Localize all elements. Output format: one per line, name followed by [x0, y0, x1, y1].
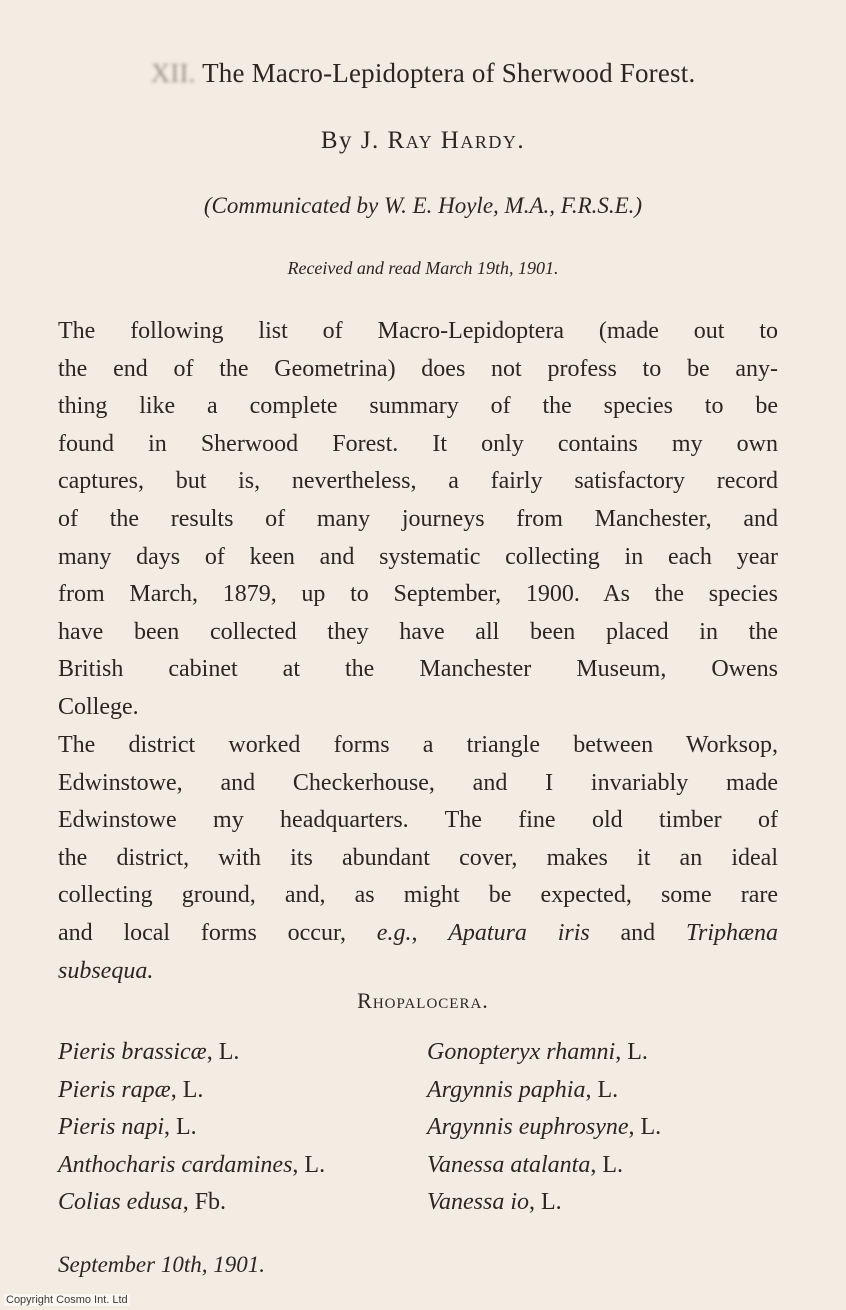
- paragraph-line: collecting ground, and, as might be expected, some rare: [58, 882, 778, 909]
- paragraph-line: College.: [58, 693, 139, 720]
- species-entry: [58, 1147, 325, 1185]
- text-run: and local forms occur,: [58, 919, 377, 946]
- copyright-watermark: Copyright Cosmo Int. Ltd: [6, 1294, 128, 1306]
- species-name: Pieris napi: [58, 1114, 164, 1140]
- species-authority: , L.: [590, 1151, 624, 1178]
- species-authority: , L.: [529, 1189, 562, 1215]
- species-name: Pieris rapæ: [58, 1076, 171, 1103]
- species-name: Gonopteryx rhamni: [427, 1039, 616, 1065]
- species-entry: [427, 1147, 661, 1185]
- species-apatura-iris: Apatura iris: [448, 919, 590, 946]
- paragraph-line-species: [58, 915, 778, 953]
- paragraph-line: [58, 953, 778, 991]
- species-entry: [427, 1109, 661, 1147]
- species-name: Pieris brassicæ: [58, 1039, 207, 1065]
- species-entry: [58, 1109, 325, 1147]
- author-byline: [0, 127, 846, 155]
- paragraph-1: [58, 313, 778, 727]
- paragraph-line: The district worked forms a triangle between Worksop,: [58, 732, 778, 758]
- paragraph-line: the end of the Geometrina) does not profess to be any-: [58, 355, 778, 382]
- species-authority: , L.: [585, 1076, 619, 1103]
- species-name: Colias edusa: [58, 1189, 183, 1215]
- article-title: [0, 58, 846, 89]
- paragraph-line: many days of keen and systematic collecting in each year: [58, 543, 778, 570]
- species-authority: , L.: [206, 1039, 240, 1065]
- paragraph-line: Edwinstowe, and Checkerhouse, and I invariably made: [58, 769, 778, 796]
- section-heading: Rhopalocera.: [357, 988, 489, 1013]
- species-name: Vanessa io: [427, 1189, 529, 1215]
- article-number: XII.: [150, 58, 196, 88]
- species-name: Anthocharis cardamines: [58, 1151, 293, 1178]
- species-entry: [427, 1184, 661, 1222]
- species-authority: , Fb.: [182, 1189, 227, 1215]
- paragraph-line: have been collected they have all been placed in the: [58, 618, 778, 645]
- communicated-by: (Communicated by W. E. Hoyle, M.A., F.R.S.E.): [203, 193, 643, 218]
- species-entry: [58, 1072, 325, 1110]
- species-entry: [58, 1034, 325, 1072]
- paragraph-line: captures, but is, nevertheless, a fairly satisfactory record: [58, 468, 778, 495]
- paragraph-line: found in Sherwood Forest. It only contains my own: [58, 430, 778, 457]
- species-name: Argynnis euphrosyne: [427, 1114, 629, 1140]
- species-list-left: [58, 1034, 325, 1222]
- species-authority: , L.: [628, 1114, 662, 1140]
- species-entry: [427, 1072, 661, 1110]
- text-run-eg: e.g.: [376, 919, 412, 946]
- species-list-right: [427, 1034, 661, 1222]
- closing-date: September 10th, 1901.: [58, 1252, 265, 1277]
- paragraph-line: British cabinet at the Manchester Museum, Owens: [58, 656, 778, 683]
- paragraph-line: of the results of many journeys from Manchester, and: [58, 505, 778, 532]
- species-entry: [58, 1184, 325, 1222]
- received-date: Received and read March 19th, 1901.: [287, 258, 559, 278]
- species-subsequa: subsequa.: [58, 957, 154, 984]
- species-authority: , L.: [170, 1076, 204, 1103]
- paragraph-line: Edwinstowe my headquarters. The fine old timber of: [58, 807, 778, 834]
- paragraph-2: [58, 727, 778, 990]
- article-title-text: The Macro-Lepidoptera of Sherwood Forest.: [202, 58, 696, 88]
- species-name: Argynnis paphia: [427, 1076, 586, 1103]
- species-name: Vanessa atalanta: [427, 1151, 591, 1178]
- text-run: and: [589, 919, 686, 946]
- paragraph-line: the district, with its abundant cover, makes it an ideal: [58, 844, 778, 871]
- species-authority: , L.: [615, 1039, 648, 1065]
- paragraph-line: from March, 1879, up to September, 1900. As the species: [58, 581, 778, 608]
- species-entry: [427, 1034, 661, 1072]
- byline-prefix: By: [320, 127, 354, 154]
- paragraph-line: The following list of Macro-Lepidoptera (made out to: [58, 318, 778, 344]
- paragraph-line: thing like a complete summary of the species to be: [58, 393, 778, 420]
- author-name: J. Ray Hardy.: [360, 127, 526, 154]
- species-authority: , L.: [164, 1114, 197, 1140]
- species-authority: , L.: [292, 1151, 326, 1178]
- species-triphaena: Triphæna: [685, 919, 779, 946]
- text-run: ,: [411, 919, 449, 946]
